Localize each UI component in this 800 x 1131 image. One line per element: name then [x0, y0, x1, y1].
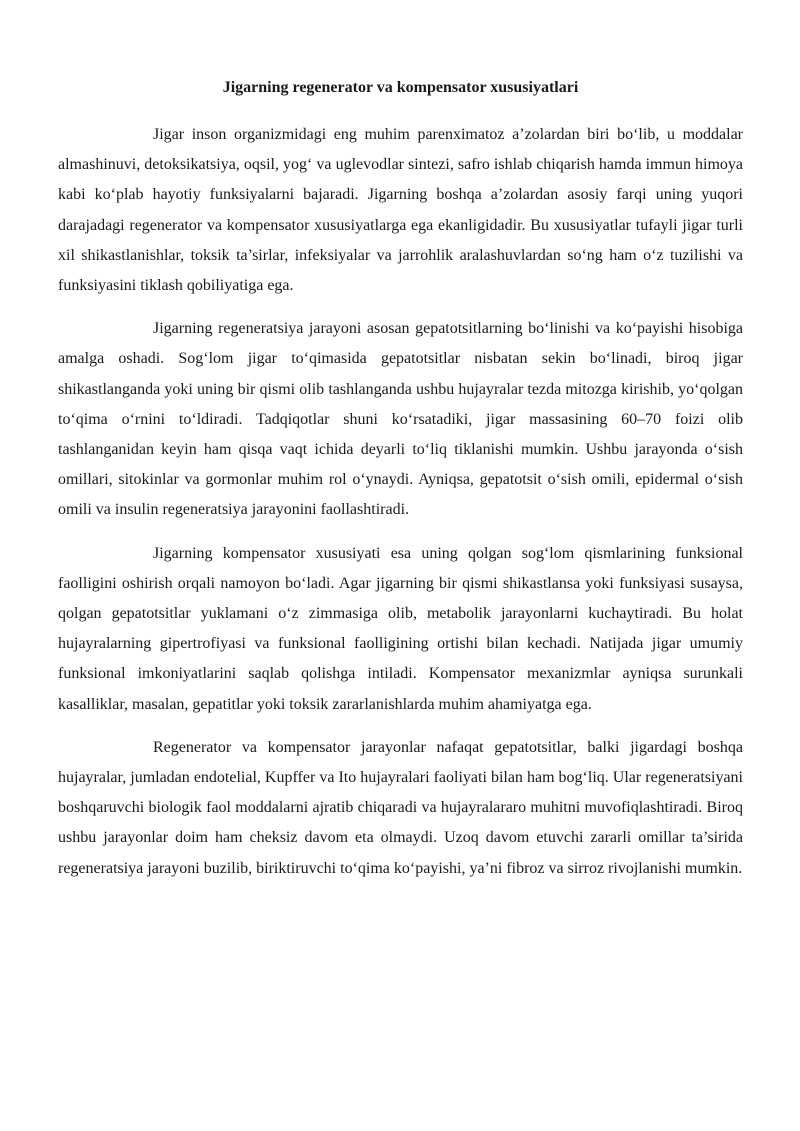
document-title: Jigarning regenerator va kompensator xususiyatlari	[222, 79, 579, 96]
paragraph-2: Jigarning regeneratsiya jarayoni asosan gepatotsitlarning bo‘linishi va ko‘payishi hisobiga amalga oshadi. Sog‘lom jigar to‘qimasida gepatotsitlar nisbatan sekin bo‘linadi, biroq jigar shikastlanganda yoki uning bir qismi olib tashlanganda ushbu hujayralar tezda mitozga kirishib, yo‘qolgan to‘qima o‘rnini to‘ldiradi. Tadqiqotlar shuni ko‘rsatadiki, jigar massasining 60–70 foizi olib tashlanganidan keyin ham qisqa vaqt ichida deyarli to‘liq tiklanishi mumkin. Ushbu jarayonda o‘sish omillari, sitokinlar va gormonlar muhim rol o‘ynaydi. Ayniqsa, gepatotsit o‘sish omili, epidermal o‘sish omili va insulin regeneratsiya jarayonini faollashtiradi.	[58, 320, 743, 519]
paragraph-4: Regenerator va kompensator jarayonlar nafaqat gepatotsitlar, balki jigardagi boshqa hujayralar, jumladan endotelial, Kupffer va Ito hujayralari faoliyati bilan ham bog‘liq. Ular regeneratsiyani boshqaruvchi biologik faol moddalarni ajratib chiqaradi va hujayralararo muhitni muvofiqlashtiradi. Biroq ushbu jarayonlar doim ham cheksiz davom eta olmaydi. Uzoq davom etuvchi zararli omillar ta’sirida regeneratsiya jarayoni buzilib, biriktiruvchi to‘qima ko‘payishi, ya’ni fibroz va sirroz rivojlanishi mumkin.	[58, 738, 743, 877]
paragraph-1: Jigar inson organizmidagi eng muhim parenximatoz a’zolardan biri bo‘lib, u moddalar almashinuvi, detoksikatsiya, oqsil, yog‘ va uglevodlar sintezi, safro ishlab chiqarish hamda immun himoya kabi ko‘plab hayotiy funksiyalarni bajaradi. Jigarning boshqa a’zolardan asosiy farqi uning yuqori darajadagi regenerator va kompensator xususiyatlarga ega ekanligidadir. Bu xususiyatlar tufayli jigar turli xil shikastlanishlar, toksik ta’sirlar, infeksiyalar va jarrohlik aralashuvlardan so‘ng ham o‘z tuzilishi va funksiyasini tiklash qobiliyatiga ega.	[58, 126, 743, 295]
paragraph-3: Jigarning kompensator xususiyati esa uning qolgan sog‘lom qismlarining funksional faolligini oshirish orqali namoyon bo‘ladi. Agar jigarning bir qismi shikastlansa yoki funksiyasi susaysa, qolgan gepatotsitlar yuklamani o‘z zimmasiga olib, metabolik jarayonlarni kuchaytiradi. Bu holat hujayralarning gipertrofiyasi va funksional faolligining ortishi bilan kechadi. Natijada jigar umumiy funksional imkoniyatlarini saqlab qolishga intiladi. Kompensator mexanizmlar ayniqsa surunkali kasalliklar, masalan, gepatitlar yoki toksik zararlanishlarda muhim ahamiyatga ega.	[58, 544, 743, 713]
